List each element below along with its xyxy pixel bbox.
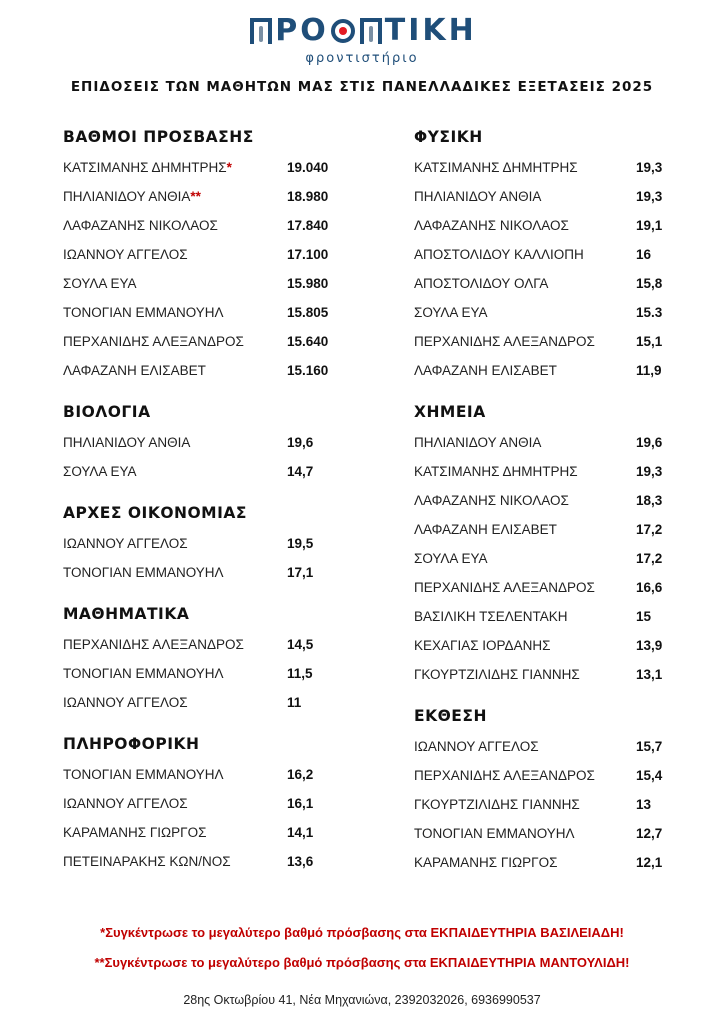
student-row bbox=[63, 182, 363, 211]
student-score: 18,3 bbox=[636, 493, 663, 508]
student-name: ΙΩΑΝΝΟΥ ΑΓΓΕΛΟΣ bbox=[63, 796, 188, 811]
student-score: 19.040 bbox=[287, 160, 329, 175]
student-row bbox=[63, 428, 363, 457]
student-name: ΙΩΑΝΝΟΥ ΑΓΓΕΛΟΣ bbox=[414, 739, 539, 754]
student-row bbox=[63, 789, 363, 818]
student-name: ΙΩΑΝΝΟΥ ΑΓΓΕΛΟΣ bbox=[63, 536, 188, 551]
student-row bbox=[414, 182, 694, 211]
student-score: 14,5 bbox=[287, 637, 314, 652]
footnote-marker: * bbox=[226, 160, 232, 175]
subject-section bbox=[63, 399, 363, 500]
student-score: 11 bbox=[287, 695, 302, 710]
student-name: ΒΑΣΙΛΙΚΗ ΤΣΕΛΕΝΤΑΚΗ bbox=[414, 609, 568, 624]
subject-heading: ΦΥΣΙΚΗ bbox=[414, 128, 483, 146]
student-name: ΚΑΤΣΙΜΑΝΗΣ ΔΗΜΗΤΡΗΣ bbox=[414, 160, 578, 175]
logo-wordmark bbox=[247, 14, 477, 48]
student-score: 15 bbox=[636, 609, 652, 624]
student-row bbox=[414, 660, 694, 689]
student-score: 16,6 bbox=[636, 580, 663, 595]
student-score: 11,9 bbox=[636, 363, 662, 378]
student-row bbox=[414, 602, 694, 631]
logo-letter: Ι bbox=[408, 13, 423, 48]
student-row bbox=[63, 298, 363, 327]
student-score: 15.160 bbox=[287, 363, 329, 378]
student-score: 15.805 bbox=[287, 305, 329, 320]
student-row bbox=[63, 153, 363, 182]
student-row bbox=[414, 428, 694, 457]
student-name: ΛΑΦΑΖΑΝΗΣ ΝΙΚΟΛΑΟΣ bbox=[414, 218, 569, 233]
student-score: 15,4 bbox=[636, 768, 663, 783]
student-score: 19,3 bbox=[636, 160, 663, 175]
footnote-double-star: **Συγκέντρωσε το μεγαλύτερο βαθμό πρόσβασης στα ΕΚΠΑΙΔΕΥΤΗΡΙΑ ΜΑΝΤΟΥΛΙΔΗ! bbox=[94, 955, 630, 970]
student-row bbox=[414, 848, 694, 877]
student-row bbox=[63, 356, 363, 385]
subject-heading: ΒΙΟΛΟΓΙΑ bbox=[63, 403, 151, 421]
student-name: ΠΕΡΧΑΝΙΔΗΣ ΑΛΕΞΑΝΔΡΟΣ bbox=[414, 768, 595, 783]
student-name: ΣΟΥΛΑ ΕΥΑ bbox=[63, 276, 137, 291]
student-row bbox=[414, 819, 694, 848]
student-score: 15,7 bbox=[636, 739, 663, 754]
student-row bbox=[414, 153, 694, 182]
student-score: 16,1 bbox=[287, 796, 314, 811]
student-row bbox=[414, 356, 694, 385]
subject-section bbox=[63, 731, 363, 876]
student-row bbox=[414, 269, 694, 298]
student-name: ΠΕΡΧΑΝΙΔΗΣ ΑΛΕΞΑΝΔΡΟΣ bbox=[414, 334, 595, 349]
student-row bbox=[414, 298, 694, 327]
student-row bbox=[414, 761, 694, 790]
student-name: ΑΠΟΣΤΟΛΙΔΟΥ ΟΛΓΑ bbox=[414, 276, 549, 291]
student-row bbox=[414, 573, 694, 602]
student-name: ΑΠΟΣΤΟΛΙΔΟΥ ΚΑΛΛΙΟΠΗ bbox=[414, 247, 584, 262]
student-row bbox=[414, 457, 694, 486]
student-score: 13,9 bbox=[636, 638, 663, 653]
student-score: 14,7 bbox=[287, 464, 314, 479]
student-name: ΣΟΥΛΑ ΕΥΑ bbox=[414, 305, 488, 320]
student-name: ΤΟΝΟΓΙΑΝ ΕΜΜΑΝΟΥΗΛ bbox=[63, 666, 224, 681]
student-score: 17.100 bbox=[287, 247, 329, 262]
footnotes bbox=[0, 922, 724, 982]
subject-section bbox=[63, 124, 363, 399]
student-score: 13,1 bbox=[636, 667, 663, 682]
student-score: 11,5 bbox=[287, 666, 313, 681]
student-name: ΤΟΝΟΓΙΑΝ ΕΜΜΑΝΟΥΗΛ bbox=[63, 767, 224, 782]
student-name: ΠΕΡΧΑΝΙΔΗΣ ΑΛΕΞΑΝΔΡΟΣ bbox=[63, 334, 244, 349]
student-row bbox=[414, 515, 694, 544]
student-name: ΠΗΛΙΑΝΙΔΟΥ ΑΝΘΙΑ bbox=[63, 435, 191, 450]
subject-heading: ΑΡΧΕΣ ΟΙΚΟΝΟΜΙΑΣ bbox=[63, 504, 247, 522]
logo-letter: Ο bbox=[300, 13, 329, 48]
student-score: 15.3 bbox=[636, 305, 663, 320]
student-score: 19,6 bbox=[636, 435, 663, 450]
student-row bbox=[63, 847, 363, 876]
page-title: ΕΠΙΔΟΣΕΙΣ ΤΩΝ ΜΑΘΗΤΩΝ ΜΑΣ ΣΤΙΣ ΠΑΝΕΛΛΑΔΙΚΕΣ ΕΞΕΤΑΣΕΙΣ 2025 bbox=[70, 79, 654, 95]
student-score: 14,1 bbox=[287, 825, 314, 840]
student-name: ΚΕΧΑΓΙΑΣ ΙΟΡΔΑΝΗΣ bbox=[414, 638, 551, 653]
student-score: 19,5 bbox=[287, 536, 314, 551]
student-score: 13,6 bbox=[287, 854, 314, 869]
student-name: ΠΗΛΙΑΝΙΔΟΥ ΑΝΘΙΑ bbox=[414, 435, 542, 450]
subject-section bbox=[414, 124, 694, 399]
student-name: ΠΗΛΙΑΝΙΔΟΥ ΑΝΘΙΑ bbox=[414, 189, 542, 204]
subject-heading: ΜΑΘΗΜΑΤΙΚΑ bbox=[63, 605, 190, 623]
student-row bbox=[414, 327, 694, 356]
student-name: ΠΕΡΧΑΝΙΔΗΣ ΑΛΕΞΑΝΔΡΟΣ bbox=[63, 637, 244, 652]
student-score: 19,6 bbox=[287, 435, 314, 450]
student-name: ΚΑΤΣΙΜΑΝΗΣ ΔΗΜΗΤΡΗΣ bbox=[63, 160, 227, 175]
student-row bbox=[414, 732, 694, 761]
student-row bbox=[63, 558, 363, 587]
student-name: ΓΚΟΥΡΤΖΙΛΙΔΗΣ ΓΙΑΝΝΗΣ bbox=[414, 797, 580, 812]
student-row bbox=[63, 688, 363, 717]
subject-section bbox=[414, 399, 694, 703]
logo-target-icon bbox=[331, 19, 355, 43]
student-score: 16,2 bbox=[287, 767, 314, 782]
student-score: 12,1 bbox=[636, 855, 663, 870]
student-score: 15,8 bbox=[636, 276, 663, 291]
subject-heading: ΒΑΘΜΟΙ ΠΡΟΣΒΑΣΗΣ bbox=[63, 128, 254, 146]
student-row bbox=[414, 790, 694, 819]
subject-heading: ΠΛΗΡΟΦΟΡΙΚΗ bbox=[63, 735, 200, 753]
student-row bbox=[63, 327, 363, 356]
student-row bbox=[63, 269, 363, 298]
student-score: 16 bbox=[636, 247, 652, 262]
student-name: ΚΑΡΑΜΑΝΗΣ ΓΙΩΡΓΟΣ bbox=[414, 855, 558, 870]
student-name: ΠΕΡΧΑΝΙΔΗΣ ΑΛΕΞΑΝΔΡΟΣ bbox=[414, 580, 595, 595]
student-name: ΛΑΦΑΖΑΝΗ ΕΛΙΣΑΒΕΤ bbox=[63, 363, 206, 378]
student-row bbox=[414, 544, 694, 573]
student-row bbox=[414, 211, 694, 240]
student-row bbox=[63, 529, 363, 558]
student-score: 17,2 bbox=[636, 551, 663, 566]
right-column bbox=[414, 124, 694, 877]
student-row bbox=[63, 760, 363, 789]
student-score: 19,3 bbox=[636, 189, 663, 204]
student-name: ΛΑΦΑΖΑΝΗΣ ΝΙΚΟΛΑΟΣ bbox=[414, 493, 569, 508]
footnote-marker: ** bbox=[190, 189, 201, 204]
student-name: ΤΟΝΟΓΙΑΝ ΕΜΜΑΝΟΥΗΛ bbox=[63, 305, 224, 320]
left-column bbox=[63, 124, 363, 876]
logo-pi-figure-icon bbox=[360, 18, 382, 44]
student-score: 15,1 bbox=[636, 334, 663, 349]
student-score: 19,3 bbox=[636, 464, 663, 479]
logo-letter: Ρ bbox=[275, 13, 301, 48]
student-name: ΙΩΑΝΝΟΥ ΑΓΓΕΛΟΣ bbox=[63, 695, 188, 710]
student-name: ΠΕΤΕΙΝΑΡΑΚΗΣ ΚΩΝ/ΝΟΣ bbox=[63, 854, 231, 869]
student-row bbox=[414, 486, 694, 515]
logo-pi-figure-icon bbox=[250, 18, 272, 44]
logo-letter: Κ bbox=[422, 13, 449, 48]
subject-section bbox=[414, 703, 694, 877]
student-row bbox=[63, 630, 363, 659]
student-score: 17,2 bbox=[636, 522, 663, 537]
student-score: 13 bbox=[636, 797, 652, 812]
subject-section bbox=[63, 601, 363, 731]
student-name: ΚΑΤΣΙΜΑΝΗΣ ΔΗΜΗΤΡΗΣ bbox=[414, 464, 578, 479]
logo-subtitle: φροντιστήριο bbox=[305, 51, 419, 66]
student-name: ΙΩΑΝΝΟΥ ΑΓΓΕΛΟΣ bbox=[63, 247, 188, 262]
subject-heading: ΕΚΘΕΣΗ bbox=[414, 707, 487, 725]
student-row bbox=[414, 631, 694, 660]
student-name: ΤΟΝΟΓΙΑΝ ΕΜΜΑΝΟΥΗΛ bbox=[414, 826, 575, 841]
student-row bbox=[63, 659, 363, 688]
student-name: ΛΑΦΑΖΑΝΗΣ ΝΙΚΟΛΑΟΣ bbox=[63, 218, 218, 233]
subject-heading: ΧΗΜΕΙΑ bbox=[414, 403, 486, 421]
student-score: 18.980 bbox=[287, 189, 329, 204]
student-name: ΣΟΥΛΑ ΕΥΑ bbox=[63, 464, 137, 479]
student-row bbox=[63, 818, 363, 847]
student-name: ΛΑΦΑΖΑΝΗ ΕΛΙΣΑΒΕΤ bbox=[414, 363, 557, 378]
student-name: ΓΚΟΥΡΤΖΙΛΙΔΗΣ ΓΙΑΝΝΗΣ bbox=[414, 667, 580, 682]
student-name: ΚΑΡΑΜΑΝΗΣ ΓΙΩΡΓΟΣ bbox=[63, 825, 207, 840]
student-name: ΠΗΛΙΑΝΙΔΟΥ ΑΝΘΙΑ bbox=[63, 189, 191, 204]
student-row bbox=[63, 457, 363, 486]
student-name: ΛΑΦΑΖΑΝΗ ΕΛΙΣΑΒΕΤ bbox=[414, 522, 557, 537]
student-score: 15.980 bbox=[287, 276, 329, 291]
student-score: 12,7 bbox=[636, 826, 663, 841]
student-row bbox=[63, 211, 363, 240]
logo-letter: Η bbox=[448, 13, 477, 48]
student-score: 15.640 bbox=[287, 334, 329, 349]
student-row bbox=[414, 240, 694, 269]
student-name: ΣΟΥΛΑ ΕΥΑ bbox=[414, 551, 488, 566]
student-score: 17.840 bbox=[287, 218, 329, 233]
student-row bbox=[63, 240, 363, 269]
logo-letter: Τ bbox=[384, 13, 409, 48]
student-score: 19,1 bbox=[636, 218, 663, 233]
contact-footer: 28ης Οκτωβρίου 41, Νέα Μηχανιώνα, 2392032026, 6936990537 bbox=[183, 993, 541, 1007]
footnote-single-star: *Συγκέντρωσε το μεγαλύτερο βαθμό πρόσβασης στα ΕΚΠΑΙΔΕΥΤΗΡΙΑ ΒΑΣΙΛΕΙΑΔΗ! bbox=[100, 925, 624, 940]
student-name: ΤΟΝΟΓΙΑΝ ΕΜΜΑΝΟΥΗΛ bbox=[63, 565, 224, 580]
subject-section bbox=[63, 500, 363, 601]
student-score: 17,1 bbox=[287, 565, 314, 580]
logo bbox=[0, 14, 724, 66]
